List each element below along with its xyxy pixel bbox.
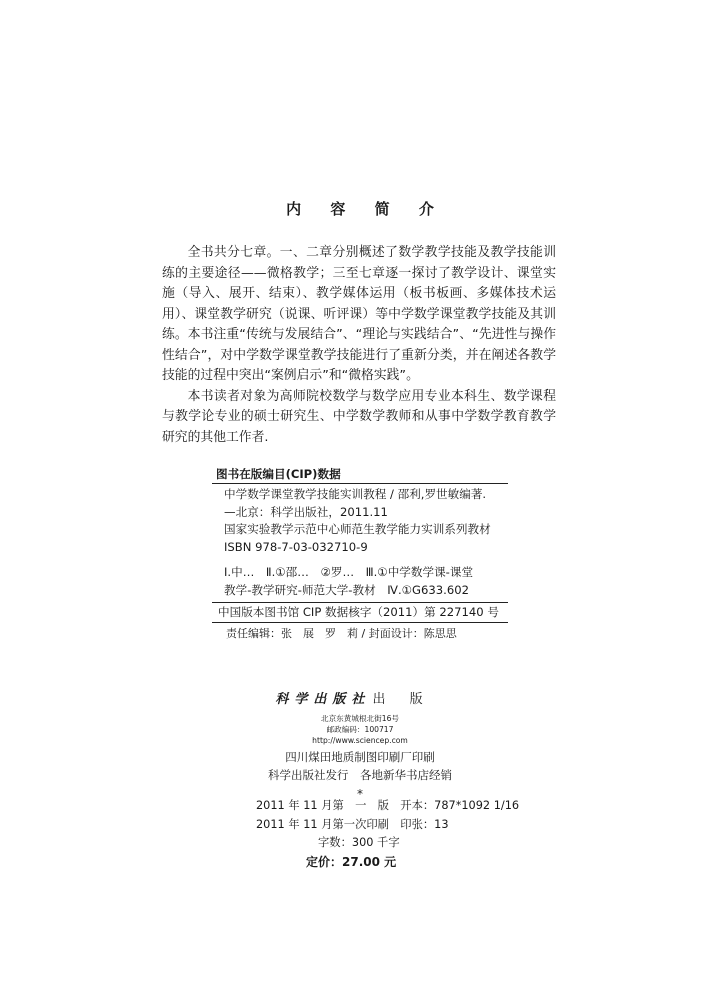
publisher-info <box>0 688 720 800</box>
summary-paragraph-1: 全书共分七章。一、二章分别概述了数学教学技能及教学技能训练的主要途径——微格教学；三至七章逐一探讨了教学设计、课堂实施（导入、展开、结束）、教学媒体运用（板书板画、多媒体技术运用）、课堂教学研究（说课、听评课）等中学数学课堂教学技能及其训练。本书注重“传统与发展结合”、“理论与实践结合”、“先进性与操作性结合”，对中学数学课堂教学技能进行了重新分类，并在阐述各教学技能的过程中突出“案例启示”和“微格实践”。 <box>162 245 556 383</box>
publisher-name-suffix: 出 版 <box>372 692 433 707</box>
publisher-name <box>0 688 720 707</box>
cip-subject-line-2: 教学-教学研究-师范大学-教材 Ⅳ.①G633.602 <box>224 582 469 597</box>
cip-heading: 图书在版编目(CIP)数据 <box>216 467 341 481</box>
content-summary-title: 内 容 简 介 <box>286 200 446 218</box>
cip-title-line: 中学数学课堂教学技能实训教程 / 邵利,罗世敏编著. <box>224 487 487 501</box>
edition-info <box>256 797 519 871</box>
cip-isbn-line: ISBN 978-7-03-032710-9 <box>224 539 368 554</box>
cip-series-line: 国家实验教学示范中心师范生教学能力实训系列教材 <box>224 522 491 536</box>
edition-line: 2011 年 11 月第 一 版 开本：787*1092 1/16 <box>256 799 520 812</box>
publisher-name-text: 科学出版社 <box>275 692 371 707</box>
cip-number: 中国版本图书馆 CIP 数据核字（2011）第 227140 号 <box>218 605 499 619</box>
printing-line: 2011 年 11 月第一次印刷 印张：13 <box>256 817 449 831</box>
publisher-website: http://www.sciencep.com <box>312 736 408 745</box>
cip-publisher-line: —北京：科学出版社，2011.11 <box>224 504 388 519</box>
publisher-address: 北京东黄城根北街16号 <box>320 714 399 723</box>
price: 定价：27.00 元 <box>306 854 397 869</box>
summary-paragraph-2: 本书读者对象为高师院校数学与数学应用专业本科生、数学课程与教学论专业的硕士研究生、中学数学教师和从事中学数学教育教学研究的其他工作者. <box>162 388 556 445</box>
cip-record <box>212 484 508 602</box>
cip-subject-line-1: Ⅰ.中… Ⅱ.①邵… ②罗… Ⅲ.①中学数学课-课堂 <box>224 565 474 579</box>
cip-data-block <box>212 466 508 645</box>
printer-line: 四川煤田地质制图印刷厂印刷 <box>285 750 435 764</box>
separator-star: * <box>357 787 363 801</box>
publisher-postcode: 邮政编码：100717 <box>326 725 394 734</box>
distribution-line: 科学出版社发行 各地新华书店经销 <box>268 768 452 782</box>
content-summary <box>162 243 556 448</box>
responsible-editors: 责任编辑：张 展 罗 莉 / 封面设计：陈思思 <box>226 627 457 640</box>
word-count: 字数：300 千字 <box>318 836 400 849</box>
cip-gap <box>224 556 508 564</box>
